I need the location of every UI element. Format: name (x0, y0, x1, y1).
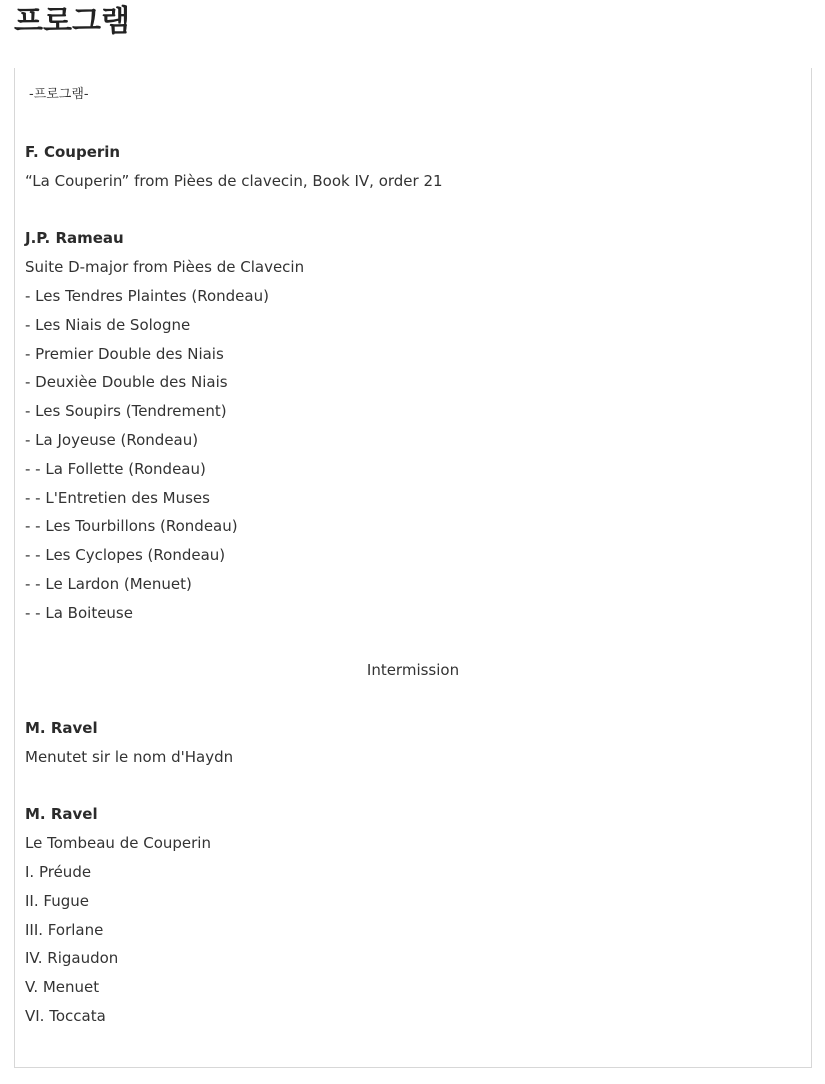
program-line: I. Préude (25, 862, 92, 881)
composer-name: F. Couperin (25, 143, 121, 161)
program-line: - - Les Cyclopes (Rondeau) (25, 546, 226, 565)
program-line: - - L'Entretien des Muses (25, 488, 210, 507)
program-line: - La Joyeuse (Rondeau) (25, 430, 199, 449)
program-line: Le Tombeau de Couperin (25, 834, 211, 853)
composer-name: M. Ravel (25, 805, 98, 824)
blank-line (25, 628, 801, 657)
program-line: - Les Tendres Plaintes (Rondeau) (25, 286, 269, 305)
program-line: II. Fugue (25, 891, 89, 910)
program-heading: -프로그램- (29, 87, 89, 102)
program-line: - - La Boiteuse (25, 603, 133, 622)
program-line: IV. Rigaudon (25, 949, 119, 968)
blank-line (25, 685, 801, 714)
program-line: Menutet sir le nom d'Haydn (25, 747, 234, 766)
composer-name: M. Ravel (25, 718, 98, 737)
program-line: VI. Toccata (25, 1006, 106, 1025)
program-line: - Les Niais de Sologne (25, 315, 191, 334)
program-line: - Deuxièe Double des Niais (25, 373, 228, 392)
blank-line (25, 196, 801, 225)
program-line: Suite D-major from Pièes de Clavecin (25, 258, 305, 277)
program-line: “La Couperin” from Pièes de clavecin, Book IV, order 21 (25, 171, 443, 190)
program-line: - - La Follette (Rondeau) (25, 459, 206, 478)
intermission-label: Intermission (366, 661, 460, 680)
program-line: - - Le Lardon (Menuet) (25, 574, 192, 593)
page-title: 프로그램 (14, 4, 130, 39)
program-line: V. Menuet (25, 978, 100, 997)
program-line: - Les Soupirs (Tendrement) (25, 402, 227, 421)
program-line: - - Les Tourbillons (Rondeau) (25, 517, 238, 536)
program-line: - Premier Double des Niais (25, 344, 224, 363)
program-line: III. Forlane (25, 920, 104, 939)
composer-name: J.P. Rameau (25, 229, 124, 248)
program-content-box (14, 68, 812, 1068)
blank-line (25, 772, 801, 801)
program-list (25, 138, 801, 1031)
